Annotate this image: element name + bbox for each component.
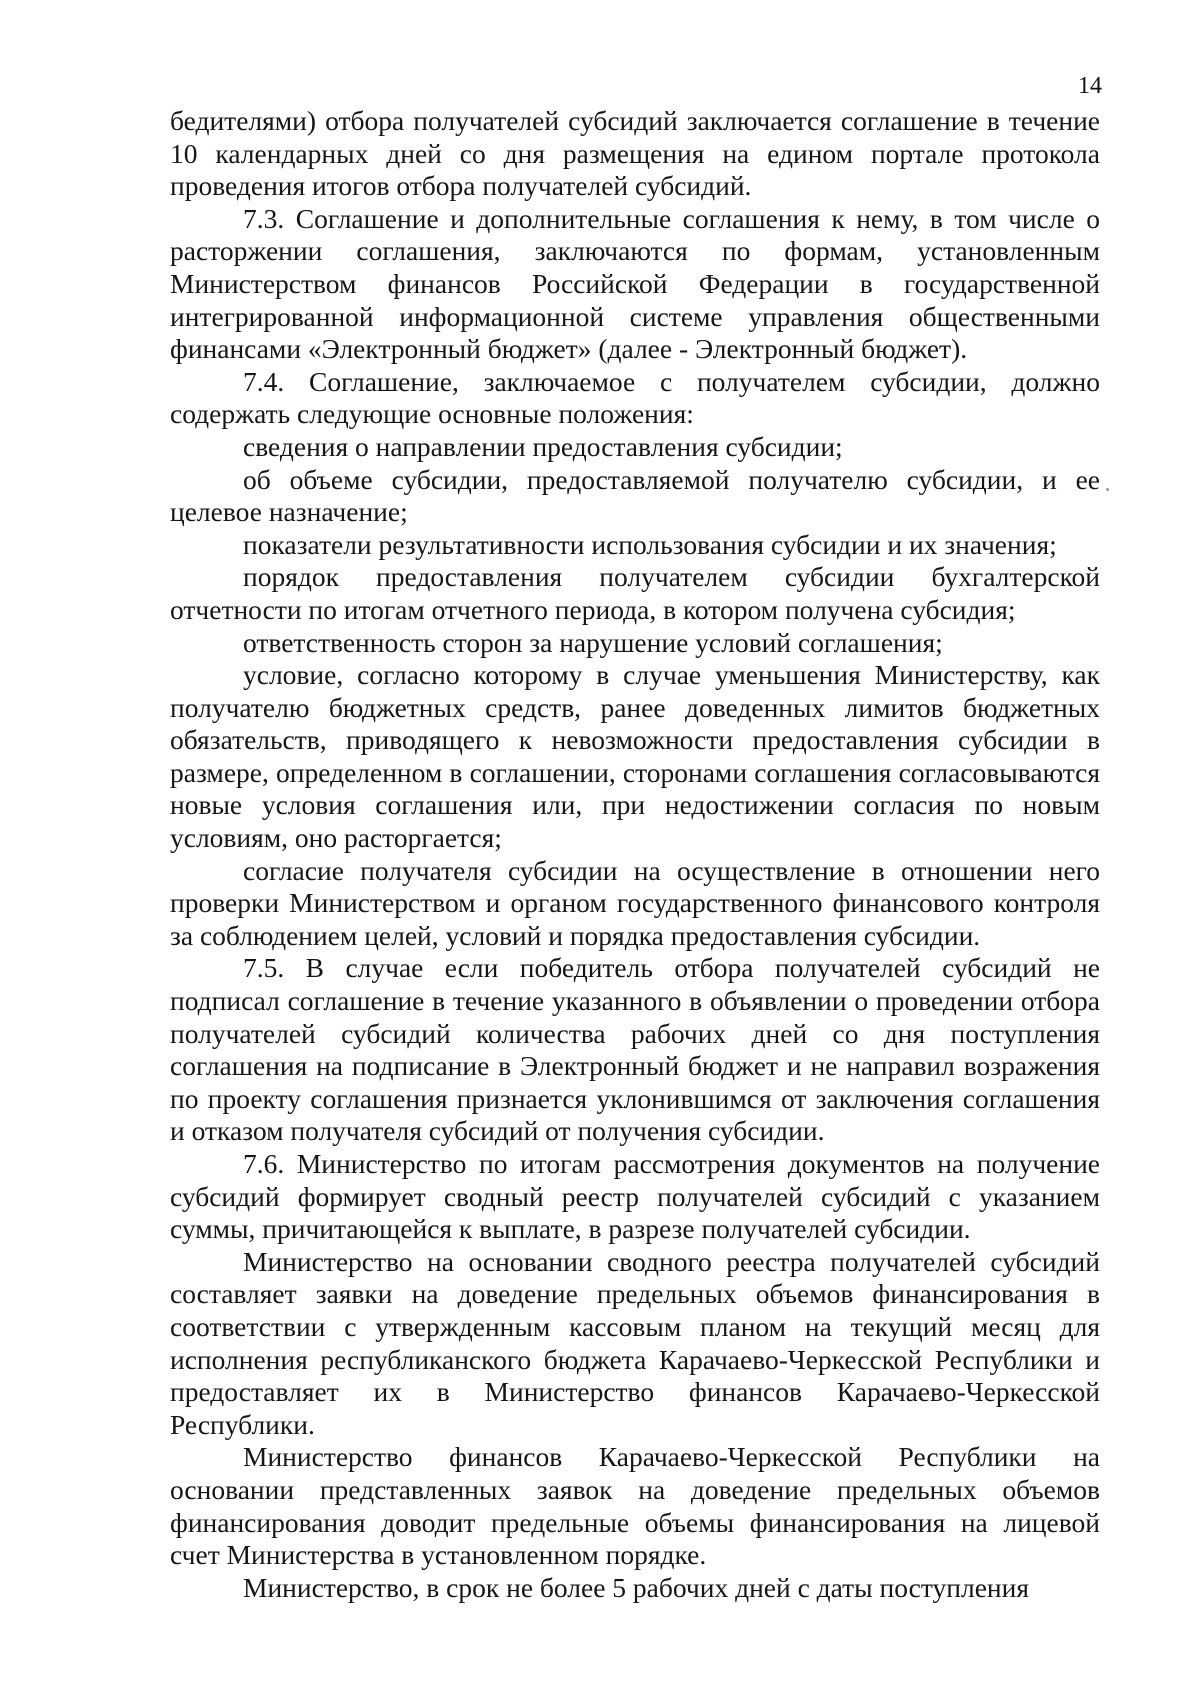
list-item-indicators: показатели результативности использования субсидии и их значения; — [243, 528, 1057, 560]
list-item-responsibility: ответственность сторон за нарушение условий соглашения; — [243, 626, 943, 658]
paragraph-7-3: 7.3. Соглашение и дополнительные соглашения к нему, в том числе о расторжении соглашения, заключаются по формам, установленным Министерством финансов Российской Федерации в государственной интегрированной информационной системе управления общественными финансами «Электронный бюджет» (далее - Электронный бюджет). — [170, 202, 1100, 365]
paragraph-continuation: бедителями) отбора получателей субсидий заключается соглашение в течение 10 календарных дней со дня размещения на едином портале протокола проведения итогов отбора получателей субсидий. — [170, 105, 1100, 202]
paragraph-7-4: 7.4. Соглашение, заключаемое с получателем субсидии, должно содержать следующие основные положения: — [170, 365, 1100, 430]
paragraph-ministry-deadline: Министерство, в срок не более 5 рабочих дней с даты поступления — [243, 1571, 1030, 1603]
paragraph-finance-ministry: Министерство финансов Карачаево-Черкесской Республики на основании представленных заявок на доведение предельных объемов финансирования доводит предельные объемы финансирования на лицевой счет Министерства в установленном порядке. — [170, 1441, 1100, 1571]
scan-speck — [1106, 488, 1109, 491]
paragraph-ministry-requests: Министерство на основании сводного реестра получателей субсидий составляет заявки на доведение предельных объемов финансирования в соответствии с утвержденным кассовым планом на текущий месяц для исполнения республиканского бюджета Карачаево-Черкесской Республики и предоставляет их в Министерство финансов Карачаево-Черкесской Республики. — [170, 1245, 1100, 1440]
list-item-reporting: порядок предоставления получателем субсидии бухгалтерской отчетности по итогам отчетного периода, в котором получена субсидия; — [170, 561, 1100, 625]
list-item-consent: согласие получателя субсидии на осуществление в отношении него проверки Министерством и органом государственного финансового контроля за соблюдением целей, условий и порядка предоставления субсидии. — [170, 854, 1100, 951]
list-item-condition: условие, согласно которому в случае уменьшения Министерству, как получателю бюджетных средств, ранее доведенных лимитов бюджетных обязательств, приводящего к невозможности предоставления субсидии в размере, определенном в соглашении, сторонами соглашения согласовываются новые условия соглашения или, при недостижении согласия по новым условиям, оно расторгается; — [170, 659, 1100, 854]
paragraph-7-6: 7.6. Министерство по итогам рассмотрения документов на получение субсидий формирует сводный реестр получателей субсидий с указанием суммы, причитающейся к выплате, в разрезе получателей субсидии. — [170, 1148, 1100, 1245]
list-item-volume: об объеме субсидии, предоставляемой получателю субсидии, и ее целевое назначение; — [170, 463, 1100, 528]
page-number: 14 — [1078, 73, 1102, 99]
list-item-direction: сведения о направлении предоставления субсидии; — [243, 430, 843, 462]
paragraph-7-5: 7.5. В случае если победитель отбора получателей субсидий не подписал соглашение в течение указанного в объявлении о проведении отбора получателей субсидий количества рабочих дней со дня поступления соглашения на подписание в Электронный бюджет и не направил возражения по проекту соглашения признается уклонившимся от заключения соглашения и отказом получателя субсидий от получения субсидии. — [170, 952, 1100, 1147]
document-body — [170, 105, 1100, 1604]
